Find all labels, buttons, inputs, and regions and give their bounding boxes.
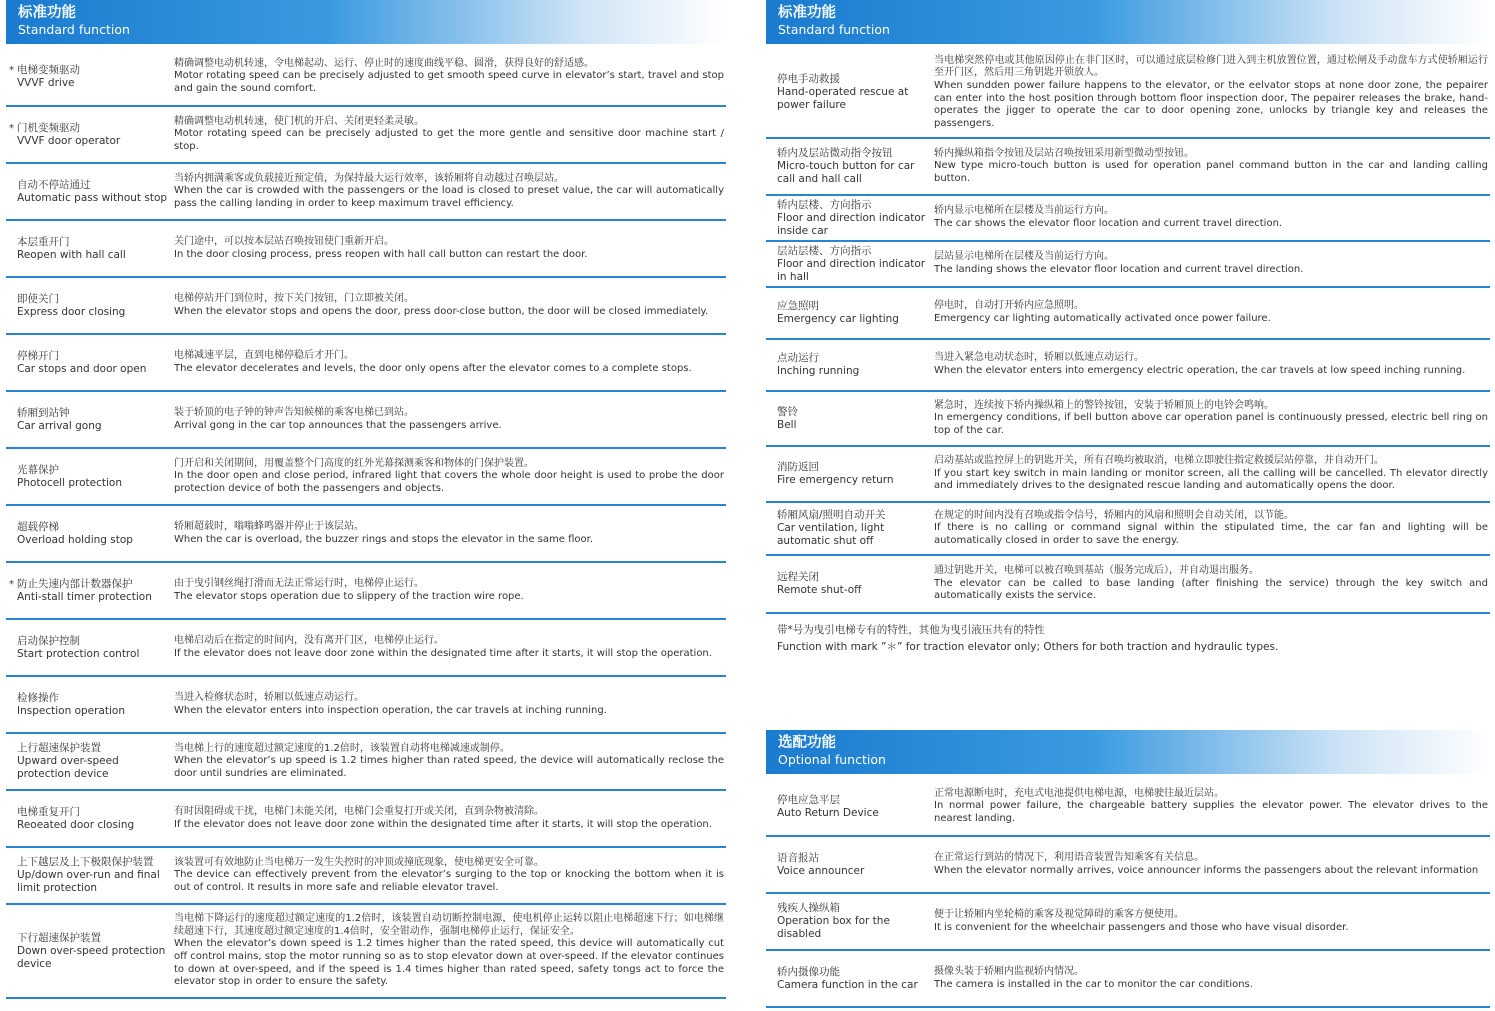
function-row [766,242,1490,288]
function-row [766,196,1490,242]
function-description-cn: 电梯减速平层，直到电梯停稳后才开门。 [174,349,354,361]
function-row [6,48,726,107]
function-label-cn: 光幕保护 [17,463,59,476]
function-description-cn: 电梯启动后在指定的时间内，没有离开门区，电梯停止运行。 [174,634,444,646]
function-row [766,447,1490,503]
function-label-en: VVVF drive [17,76,75,89]
function-description [174,521,726,546]
function-row [766,556,1490,614]
function-label-en: Reoeated door closing [17,818,135,831]
function-label [766,245,934,284]
function-description-cn: 层站显示电梯所在层楼及当前运行方向。 [934,251,1114,263]
function-label-en: Floor and direction indicator in hall [777,257,926,283]
function-description [174,635,726,660]
header-title-en: Standard function [778,22,890,37]
function-description-cn: 轿厢超载时，嗡嗡蜂鸣器并停止于该层站。 [174,520,364,532]
function-row [6,677,726,734]
function-row [6,848,726,905]
function-description [934,205,1490,230]
function-description-cn: 紧急时，连续按下轿内操纵箱上的警铃按钮，安装于轿厢顶上的电铃会鸣响。 [934,399,1274,411]
function-description-en: When the elevator’s down speed is 1.2 times higher than the rated speed, this device will automatically cut off control mains, stop the motor running so as to stop elevator down at over-speed. If the elevator continues to down at over-speed, and if the speed is 1.4 times higher than rated speed, safety tongs act to force the elevator stop in order to ensure the safety. [174,938,724,988]
function-label [6,806,174,832]
function-label-cn: 停电手动救援 [777,73,840,85]
function-description-en: The car shows the elevator floor location and current travel direction. [934,218,1283,229]
function-label [766,352,934,378]
function-description [174,58,726,96]
function-row [766,288,1490,340]
function-label-cn: 停电应急平层 [777,793,840,806]
function-description [934,455,1490,493]
function-label [6,742,174,781]
function-label-cn: 电梯变频驱动 [17,63,80,76]
function-row [6,563,726,620]
traction-only-mark: * [9,578,14,590]
function-label-en: Car ventilation, light automatic shut off [777,522,885,547]
function-description-en: New type micro-touch button is used for operation panel command button in the car and landing calling button. [934,160,1488,184]
function-description [934,909,1490,934]
function-description [934,510,1490,548]
function-description-cn: 有时因阻碍或干扰，电梯门未能关闭，电梯门会重复打开或关闭，直到杂物被清除。 [174,805,544,817]
function-label-cn: 停梯开门 [17,349,59,362]
function-label [6,521,174,547]
function-label [766,147,934,186]
function-description-en: The elevator stops operation due to slippery of the traction wire rope. [174,590,524,602]
function-label-cn: 远程关闭 [777,571,819,583]
footnote [766,614,1490,656]
function-label-cn: 轿厢到站钟 [17,406,70,419]
function-description [174,913,726,989]
function-description [934,300,1490,325]
function-label [766,902,934,941]
function-description-cn: 在规定的时间内没有召唤或指令信号，轿厢内的风扇和照明会自动关闭，以节能。 [934,509,1294,521]
function-label-en: Automatic pass without stop [17,191,168,204]
function-description-cn: 正常电源断电时，充电式电池提供电梯电源，电梯驶往最近层站。 [934,787,1224,799]
function-description [174,293,726,318]
function-label-en: Remote shut-off [777,584,862,596]
header-title-en: Standard function [18,22,130,37]
function-label [6,236,174,262]
function-label [766,73,934,112]
function-label-cn: 应急照明 [777,300,819,312]
function-row [766,340,1490,392]
function-description-en: When sundden power failure happens to the elevator, or the eelvator stops at none door zone, the pepairer can enter into the host position through bottom floor inspection door, The pepairer releases the brake, hand-operates the jigger to operate the car to door opening zone, unlocks by triangle key and releases the passengers. [934,79,1488,129]
function-label-cn: 消防返回 [777,461,819,473]
function-row [6,107,726,164]
function-row [6,392,726,449]
function-row [766,951,1490,1008]
function-label-en: Photocell protection [17,476,122,489]
function-label-en: Fire emergency return [777,474,894,486]
function-row [6,221,726,278]
function-label [766,406,934,432]
function-label [766,199,934,238]
function-label-en: Hand-operated rescue at power failure [777,86,909,111]
function-description-cn: 当电梯下降运行的速度超过额定速度的1.2倍时，该装置自动切断控制电源，使电机停止运转以阻止电梯超速下行；如电梯继续超速下行，其速度超过额定速度的1.4倍时，安全钳动作，强制电梯停止运行，保证安全。 [174,913,724,937]
function-description-cn: 轿内显示电梯所在层楼及当前运行方向。 [934,205,1114,217]
function-description-cn: 停电时，自动打开轿内应急照明。 [934,300,1084,312]
function-label-en: VVVF door operator [17,134,121,147]
function-description [174,236,726,261]
function-description-cn: 当电梯上行的速度超过额定速度的1.2倍时，该装置自动将电梯减速或制停。 [174,742,510,754]
function-description-cn: 当电梯突然停电或其他原因停止在非门区时，可以通过底层检修门进入到主机放置位置，通过松闸及手动盘车方式使轿厢运行至开门区，然后用三角钥匙开锁放人。 [934,54,1488,79]
function-description-en: It is convenient for the wheelchair passengers and those who have visual disorder. [934,921,1349,933]
function-row [766,139,1490,196]
function-description [934,788,1490,826]
function-description-en: In the door open and close period, infrared light that covers the whole door height is used to probe the door protection device of both the passengers and objects. [174,470,724,494]
function-description [174,578,726,603]
function-label [6,692,174,718]
function-description [174,116,726,154]
function-label-en: Start protection control [17,647,140,660]
function-description-en: When the elevator enters into inspection operation, the car travels at inching running. [174,704,607,716]
function-label-cn: 即使关门 [17,292,59,305]
function-description-en: The landing shows the elevator floor location and current travel direction. [934,264,1304,275]
function-description-en: The elevator can be called to base landing (after finishing the service) through the key switch and automatically exists the service. [934,577,1488,602]
function-description-cn: 启动基站或监控屏上的钥匙开关，所有召唤均被取消，电梯立即驶往指定救援层站停靠，并自动开门。 [934,455,1384,467]
function-label-cn: 语音报站 [777,851,819,864]
standard-function-header-left [6,0,726,44]
function-label-cn: 轿内层楼、方向指示 [777,198,872,211]
function-row [6,905,726,999]
function-label-en: Inspection operation [17,704,125,717]
function-label [6,578,174,604]
function-description-en: If the elevator does not leave door zone within the designated time after it starts, it will stop the operation. [174,647,712,659]
function-row [766,48,1490,139]
function-row [766,894,1490,951]
function-label-en: Micro-touch button for car call and hall call [777,160,915,185]
function-description-en: If there is no calling or command signal within the stipulated time, the car fan and lighting will be automatically closed in order to save the energy. [934,522,1488,546]
function-label-cn: 下行超速保护装置 [17,931,101,944]
function-description-cn: 通过钥匙开关，电梯可以被召唤到基站（服务完成后），并自动退出服务。 [934,565,1259,577]
function-description [934,565,1490,603]
footnote-cn: 带*号为曳引电梯专有的特性，其他为曳引液压共有的特性 [777,624,1045,636]
optional-function-header [766,730,1490,774]
function-row [766,778,1490,837]
function-description-en: The elevator decelerates and levels, the door only opens after the elevator comes to a complete stops. [174,362,692,374]
function-description [174,458,726,496]
function-label-en: Operation box for the disabled [777,915,890,940]
function-description [934,251,1490,276]
function-label-cn: 电梯重复开门 [17,805,80,818]
function-label [766,509,934,548]
function-description-en: When the elevator normally arrives, voice announcer informs the passengers about the relevant information [934,864,1479,876]
function-description-cn: 便于让轿厢内坐轮椅的乘客及视觉障碍的乘客方便使用。 [934,908,1184,920]
function-description-cn: 门开启和关闭期间，用覆盖整个门高度的红外光幕探测乘客和物体的门保护装置。 [174,457,534,469]
function-description [934,148,1490,186]
function-label-cn: 轿内及层站微动指令按钮 [777,147,893,159]
function-label-en: Upward over-speed protection device [17,755,119,780]
function-description-en: When the elevator stops and opens the door, press door-close button, the door will be closed immediately. [174,305,709,317]
optional-function-list [766,778,1490,1008]
function-description [174,806,726,831]
function-description-en: In normal power failure, the chargeable battery supplies the elevator power. The elevator drives to the nearest landing. [934,800,1488,824]
function-label-cn: 轿内摄像功能 [777,965,840,978]
function-label [766,571,934,597]
function-label [6,464,174,490]
function-label [6,179,174,205]
function-description-en: The camera is installed in the car to monitor the car conditions. [934,978,1253,990]
function-label-cn: 自动不停站通过 [17,178,91,191]
function-row [6,164,726,221]
function-label-cn: 残疾人操纵箱 [777,902,840,914]
function-label-cn: 点动运行 [777,352,819,364]
function-label [6,856,174,895]
function-description [934,852,1490,877]
standard-function-list-right [766,48,1490,614]
function-label [766,794,934,820]
function-description-en: Emergency car lighting automatically activated once power failure. [934,313,1271,324]
function-description-en: In emergency conditions, if bell button above car operation panel is continuously pressed, electric bell ring on top of the car. [934,412,1488,436]
function-label-cn: 层站层楼、方向指示 [777,244,872,257]
function-label-en: Down over-speed protection device [17,944,166,970]
function-description-en: When the car is overload, the buzzer rings and stops the elevator in the same floor. [174,533,594,545]
header-title-cn: 标准功能 [18,5,76,21]
function-description-cn: 关门途中，可以按本层站召唤按钮使门重新开启。 [174,235,394,247]
function-description-cn: 装于轿顶的电子钟的钟声告知候梯的乘客电梯已到站。 [174,406,414,418]
function-label [6,635,174,661]
function-description-en: The device can effectively prevent from the elevator’s surging to the top or knocking the bottom when it is out of control. It results in more safe and reliable elevator travel. [174,869,724,893]
function-row [6,791,726,848]
function-label [766,852,934,878]
function-description-en: In the door closing process, press reopen with hall call button can restart the door. [174,248,588,260]
function-description-en: If you start key switch in main landing or monitor screen, all the calling will be cancelled. Th elevator directly and immediately drives to the designated rescue landing and automatically opens the door. [934,467,1488,492]
function-label-en: Overload holding stop [17,533,133,546]
function-label-en: Anti-stall timer protection [17,590,152,603]
function-description-cn: 电梯停站开门到位时，按下关门按钮，门立即被关闭。 [174,292,414,304]
function-label-en: Express door closing [17,305,126,318]
function-description [174,350,726,375]
function-row [6,506,726,563]
function-description [174,857,726,895]
function-label [6,407,174,433]
function-row [6,335,726,392]
footnote-en: Function with mark ”＊” for traction elevator only; Others for both traction and hydraulic types. [777,641,1279,653]
function-description-cn: 精确调整电动机转速，使门机的开启、关闭更轻柔灵敏。 [174,115,424,127]
function-description-cn: 在正常运行到站的情况下，利用语音装置告知乘客有关信息。 [934,851,1204,863]
function-label-en: Floor and direction indicator inside car [777,211,926,237]
function-label [6,932,174,971]
function-description-en: Arrival gong in the car top announces that the passengers arrive. [174,419,502,431]
standard-function-header-right [766,0,1490,44]
function-label-en: Auto Return Device [777,806,879,819]
function-description-en: Motor rotating speed can be precisely adjusted to get smooth speed curve in elevator’s start, travel and stop and gain the sound comfort. [174,70,724,94]
function-label-cn: 警铃 [777,405,798,418]
function-description [934,352,1490,377]
function-label-cn: 启动保护控制 [17,634,80,647]
function-description-cn: 摄像头装于轿厢内监视轿内情况。 [934,965,1084,977]
function-description [934,400,1490,438]
optional-function-section [766,730,1490,1008]
function-label-en: Camera function in the car [777,978,918,991]
function-label-cn: 上下越层及上下极限保护装置 [17,856,154,868]
function-row [766,837,1490,894]
traction-only-mark: * [9,122,14,134]
function-row [766,392,1490,447]
function-label-en: Up/down over-run and final limit protection [17,869,160,894]
standard-function-list-left [6,48,726,999]
function-label [6,122,174,148]
function-row [6,449,726,506]
function-label [766,966,934,992]
function-label-en: Car arrival gong [17,419,102,432]
function-description [174,173,726,211]
function-description-cn: 轿内操纵箱指令按钮及层站召唤按钮采用新型微动型按钮。 [934,147,1194,159]
function-description [934,966,1490,991]
function-description [174,692,726,717]
function-description [934,55,1490,131]
function-label [6,293,174,319]
function-description-en: If the elevator does not leave door zone within the designated time after it starts, it will stop the operation. [174,818,712,830]
function-description [174,743,726,781]
function-label-en: Bell [777,418,797,431]
function-description-en: When the elevator’s up speed is 1.2 times higher than rated speed, the device will automatically reclose the door until sundries are eliminated. [174,755,724,779]
right-column [766,0,1490,991]
header-title-cn: 标准功能 [778,5,836,21]
function-description-en: When the elevator enters into emergency electric operation, the car travels at low speed inching running. [934,365,1466,376]
function-label [766,461,934,487]
function-description-en: When the car is crowded with the passengers or the load is closed to preset value, the car will automatically pass the calling landing in order to keep maximum travel efficiency. [174,185,724,209]
optional-title-cn: 选配功能 [778,735,836,751]
function-description [174,407,726,432]
function-label-en: Inching running [777,365,860,377]
function-label [6,64,174,90]
function-row [6,734,726,791]
function-label-cn: 轿厢风扇/照明自动开关 [777,509,886,521]
function-label-cn: 本层重开门 [17,235,70,248]
function-label-en: Reopen with hall call [17,248,126,261]
function-label-cn: 检修操作 [17,691,59,704]
function-description-cn: 当进入紧急电动状态时，轿厢以低速点动运行。 [934,352,1144,364]
function-label-cn: 防止失速内部计数器保护 [17,577,133,590]
function-description-cn: 当进入检修状态时，轿厢以低速点动运行。 [174,691,364,703]
function-label [6,350,174,376]
function-description-cn: 该装置可有效地防止当电梯万一发生失控时的冲顶或撞底现象，使电梯更安全可靠。 [174,856,544,868]
function-label-cn: 上行超速保护装置 [17,742,101,754]
function-label-cn: 超载停梯 [17,520,59,533]
function-row [6,278,726,335]
function-label-cn: 门机变频驱动 [17,121,80,134]
function-label-en: Emergency car lighting [777,313,899,325]
function-label-en: Voice announcer [777,864,865,877]
left-column [6,0,726,999]
function-description-cn: 当轿内拥满乘客或负载接近预定值，为保持最大运行效率，该轿厢将自动越过召唤层站。 [174,172,564,184]
optional-title-en: Optional function [778,752,886,767]
function-label [766,300,934,326]
function-row [6,620,726,677]
function-description-cn: 精确调整电动机转速，令电梯起动、运行、停止时的速度曲线平稳、圆滑，获得良好的舒适感。 [174,57,594,69]
function-description-en: Motor rotating speed can be precisely adjusted to get the more gentle and sensitive door machine start / stop. [174,128,724,152]
traction-only-mark: * [9,64,14,76]
function-row [766,503,1490,556]
function-description-cn: 由于曳引钢丝绳打滑而无法正常运行时，电梯停止运行。 [174,577,424,589]
function-label-en: Car stops and door open [17,362,147,375]
